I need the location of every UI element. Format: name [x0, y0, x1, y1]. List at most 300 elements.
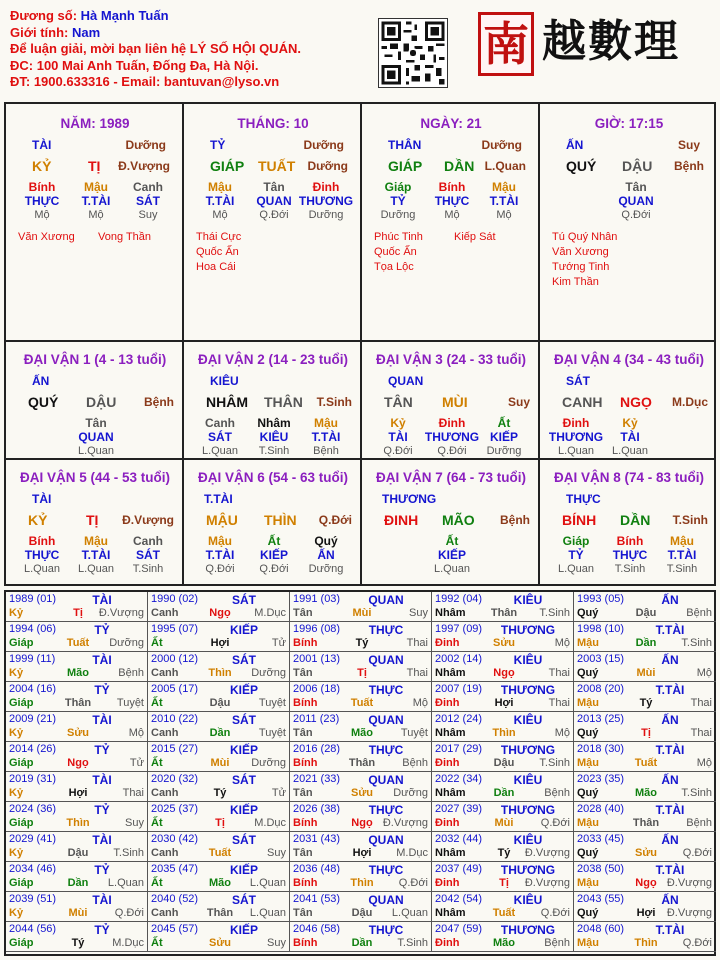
year-cell: [6, 712, 148, 742]
red-seal-icon: 南: [478, 12, 534, 76]
year-phase: Đ.Vượng: [666, 907, 712, 919]
year-can: Canh: [151, 907, 179, 919]
hidden-stem: Bính: [28, 180, 56, 194]
hidden-god: SÁT: [136, 548, 160, 562]
dai-van-chi: DẬU: [86, 394, 117, 410]
year-chi: Tý: [213, 787, 227, 799]
hidden-stage: T.Sinh: [614, 563, 646, 575]
dai-van-chi: MÙI: [442, 394, 468, 410]
year-god: TÀI: [92, 773, 112, 787]
dai-van-title: ĐẠI VẬN 8 (74 - 83 tuổi): [553, 470, 705, 485]
year-can: Ất: [151, 637, 163, 649]
year-label: 2008 (20): [577, 683, 625, 695]
year-god: THƯƠNG: [500, 743, 556, 757]
year-label: 2012 (24): [435, 713, 483, 725]
year-cell: [290, 622, 432, 652]
star-label: Vong Thần: [98, 231, 152, 243]
year-label: 2021 (33): [293, 773, 341, 785]
hidden-stem: Bính: [616, 534, 644, 548]
year-label: 2024 (36): [9, 803, 57, 815]
pillar-phase: L.Quan: [484, 159, 526, 173]
year-can: Đinh: [435, 757, 460, 769]
year-label: 2018 (30): [577, 743, 625, 755]
year-label: 2034 (46): [9, 863, 57, 875]
dai-van-phase: Q.Đới: [318, 513, 352, 527]
hidden-stem: Ất: [445, 534, 459, 548]
year-phase: Dưỡng: [251, 757, 286, 769]
hidden-stage: L.Quan: [611, 445, 649, 457]
year-label: 2026 (38): [293, 803, 341, 815]
pillar-title: NĂM: 1989: [60, 116, 130, 131]
year-phase: Thai: [122, 787, 144, 799]
year-god: QUAN: [368, 893, 404, 907]
year-chi: Dần: [209, 727, 231, 739]
year-phase: Thai: [406, 637, 428, 649]
year-cell: [290, 802, 432, 832]
year-can: Nhâm: [435, 847, 466, 859]
hidden-stem: Kỷ: [390, 416, 406, 430]
year-god: T.TÀI: [655, 683, 685, 697]
year-label: 2011 (23): [293, 713, 340, 725]
dai-van-god: T.TÀI: [204, 492, 233, 506]
year-god: TỶ: [94, 803, 110, 817]
year-label: 2005 (17): [151, 683, 199, 695]
dai-van-can: QUÝ: [28, 394, 59, 410]
year-label: 2044 (56): [9, 923, 57, 935]
year-god: TỶ: [94, 743, 110, 757]
hidden-stem: Mậu: [314, 416, 338, 430]
year-god: THƯƠNG: [500, 923, 556, 937]
year-label: 1989 (01): [9, 593, 57, 605]
year-can: Ất: [151, 877, 163, 889]
year-cell: [6, 772, 148, 802]
address-line: ĐC: 100 Mai Anh Tuấn, Đống Đa, Hà Nội.: [10, 57, 259, 73]
hidden-god: THỰC: [24, 194, 60, 208]
year-god: SÁT: [232, 893, 256, 907]
year-phase: Dưỡng: [251, 667, 286, 679]
year-phase: Đ.Vượng: [524, 877, 570, 889]
year-can: Quý: [577, 727, 599, 739]
year-label: 2042 (54): [435, 893, 483, 905]
pillar-chi: TUẤT: [258, 158, 296, 174]
pillar-title: THÁNG: 10: [237, 116, 309, 131]
dai-van-chi: THÂN: [264, 394, 303, 410]
year-phase: Q.Đới: [540, 817, 570, 829]
year-can: Ất: [151, 697, 163, 709]
year-cell: [574, 622, 716, 652]
year-cell: [6, 592, 148, 622]
dai-van-chi: DẦN: [620, 512, 651, 528]
year-label: 1999 (11): [9, 653, 56, 665]
hidden-god: ẤN: [317, 548, 335, 562]
year-chi: Mùi: [636, 667, 656, 679]
year-can: Kỷ: [9, 847, 24, 859]
year-phase: Bệnh: [544, 937, 570, 949]
year-can: Tân: [293, 907, 313, 919]
year-cell: [148, 862, 290, 892]
year-god: TÀI: [92, 833, 112, 847]
year-chi: Mão: [635, 787, 657, 799]
year-phase: Bệnh: [544, 787, 570, 799]
pillar-god: TỶ: [210, 138, 226, 152]
year-label: 2030 (42): [151, 833, 199, 845]
year-cell: [148, 712, 290, 742]
year-cell: [148, 592, 290, 622]
year-phase: Tuyệt: [400, 727, 428, 739]
pillar-can: QUÝ: [566, 158, 597, 174]
year-cell: [6, 832, 148, 862]
dai-van-phase: M.Dục: [672, 395, 708, 409]
year-chi: Ngọ: [209, 607, 231, 619]
year-god: QUAN: [368, 593, 404, 607]
year-phase: L.Quan: [107, 877, 144, 889]
dai-van-can: CANH: [562, 394, 603, 410]
year-god: TỶ: [94, 623, 110, 637]
year-label: 2036 (48): [293, 863, 341, 875]
year-label: 1996 (08): [293, 623, 341, 635]
year-god: THƯƠNG: [500, 863, 556, 877]
year-god: ẤN: [661, 833, 679, 847]
year-cell: [574, 862, 716, 892]
year-can: Đinh: [435, 817, 460, 829]
hidden-god: T.TÀI: [489, 194, 519, 208]
year-label: 2002 (14): [435, 653, 483, 665]
dai-van-can: TÂN: [384, 394, 413, 410]
year-label: 2004 (16): [9, 683, 57, 695]
dai-van-chi: NGỌ: [620, 394, 652, 410]
dai-van-chi: THÌN: [264, 512, 297, 528]
year-god: TỶ: [94, 923, 110, 937]
year-can: Kỷ: [9, 727, 24, 739]
year-cell: [432, 892, 574, 922]
year-cell: [148, 622, 290, 652]
year-god: THỰC: [368, 623, 404, 637]
year-cell: [574, 802, 716, 832]
pillar-can: GIÁP: [210, 158, 245, 174]
pillar-stage: Suy: [677, 138, 700, 152]
hidden-stem: Tân: [625, 180, 647, 194]
hidden-stem: Bính: [438, 180, 466, 194]
year-god: THỰC: [368, 803, 404, 817]
year-label: 1991 (03): [293, 593, 341, 605]
year-god: ẤN: [661, 773, 679, 787]
year-can: Tân: [293, 727, 313, 739]
dai-van-title: ĐẠI VẬN 4 (34 - 43 tuổi): [553, 352, 705, 367]
brand-calligraphy: 越數理: [542, 16, 680, 67]
year-god: KIÊU: [513, 713, 543, 727]
pillar-god: ẤN: [566, 138, 584, 152]
year-god: SÁT: [232, 773, 256, 787]
year-chi: Thân: [348, 757, 376, 769]
year-cell: [6, 892, 148, 922]
year-chi: Hợi: [68, 787, 88, 799]
year-label: 2014 (26): [9, 743, 57, 755]
year-can: Bính: [293, 817, 318, 829]
year-phase: L.Quan: [249, 907, 286, 919]
year-can: Canh: [151, 607, 179, 619]
year-label: 2025 (37): [151, 803, 199, 815]
hidden-god: SÁT: [136, 194, 160, 208]
year-god: KIÊU: [513, 593, 543, 607]
year-god: KIẾP: [229, 743, 258, 757]
dai-van-god: SÁT: [566, 374, 590, 388]
year-cell: [574, 712, 716, 742]
hidden-stage: Suy: [138, 209, 158, 221]
year-label: 2020 (32): [151, 773, 199, 785]
hidden-god: KIẾP: [489, 430, 518, 444]
year-phase: Dưỡng: [393, 787, 428, 799]
hidden-stem: Ất: [267, 534, 281, 548]
dai-van-title: ĐẠI VẬN 1 (4 - 13 tuổi): [23, 352, 167, 367]
hidden-stage: Mộ: [496, 209, 512, 221]
year-cell: [574, 892, 716, 922]
year-cell: [432, 802, 574, 832]
year-god: ẤN: [661, 653, 679, 667]
year-cell: [290, 712, 432, 742]
star-label: Văn Xương: [18, 231, 75, 243]
year-chi: Thìn: [350, 877, 374, 889]
hidden-stem: Giáp: [384, 180, 412, 194]
year-label: 1992 (04): [435, 593, 483, 605]
star-label: Quốc Ấn: [196, 246, 239, 258]
year-can: Mậu: [577, 757, 599, 769]
dai-van-can: ĐINH: [384, 512, 419, 528]
year-chi: Dậu: [635, 607, 657, 619]
year-phase: Q.Đới: [682, 847, 712, 859]
hidden-stage: Dưỡng: [486, 445, 522, 457]
year-phase: Tuyệt: [116, 697, 144, 709]
hidden-stem: Đinh: [312, 180, 340, 194]
dai-van-4: [540, 342, 718, 462]
sex-label: Giới tính:: [10, 24, 69, 40]
year-can: Canh: [151, 847, 179, 859]
year-label: 2015 (27): [151, 743, 199, 755]
year-god: KIÊU: [513, 653, 543, 667]
year-can: Kỷ: [9, 607, 24, 619]
year-chi: Thân: [632, 817, 660, 829]
hidden-stem: Mậu: [84, 180, 108, 194]
year-cell: [574, 652, 716, 682]
pillar-phase: Bệnh: [674, 159, 704, 173]
year-chi: Thìn: [492, 727, 516, 739]
dai-van-god: KIÊU: [210, 374, 239, 388]
year-god: QUAN: [368, 653, 404, 667]
year-god: THƯƠNG: [500, 623, 556, 637]
year-cell: [290, 682, 432, 712]
year-label: 2041 (53): [293, 893, 341, 905]
year-phase: Thai: [690, 697, 712, 709]
dai-van-can: KỶ: [28, 512, 48, 528]
year-label: 2016 (28): [293, 743, 341, 755]
year-chi: Thìn: [208, 667, 232, 679]
dai-van-can: NHÂM: [206, 394, 248, 410]
hidden-god: THỰC: [612, 548, 648, 562]
year-label: 2009 (21): [9, 713, 57, 725]
year-phase: Suy: [125, 817, 144, 829]
year-label: 1998 (10): [577, 623, 625, 635]
year-label: 2000 (12): [151, 653, 199, 665]
year-can: Mậu: [577, 697, 599, 709]
year-phase: Tuyệt: [258, 727, 286, 739]
year-chi: Mão: [67, 667, 89, 679]
year-phase: Tuyệt: [258, 697, 286, 709]
year-chi: Thìn: [66, 817, 90, 829]
year-phase: Đ.Vượng: [382, 817, 428, 829]
hidden-stem: Ất: [497, 416, 511, 430]
year-god: TÀI: [92, 713, 112, 727]
year-chi: Tý: [497, 847, 511, 859]
year-chi: Dậu: [209, 697, 231, 709]
year-chi: Mùi: [352, 607, 372, 619]
hidden-stem: Đinh: [562, 416, 590, 430]
hidden-god: SÁT: [208, 430, 232, 444]
year-chi: Tuất: [208, 847, 232, 859]
year-chi: Sửu: [66, 727, 90, 739]
hidden-stem: Quý: [314, 534, 338, 548]
year-chi: Tý: [71, 937, 85, 949]
year-label: 2043 (55): [577, 893, 625, 905]
year-god: T.TÀI: [655, 803, 685, 817]
year-label: 2046 (58): [293, 923, 341, 935]
year-cell: [6, 652, 148, 682]
hidden-stem: Mậu: [492, 180, 516, 194]
year-chi: Dậu: [351, 907, 373, 919]
hidden-stage: Mộ: [34, 209, 50, 221]
hidden-god: T.TÀI: [205, 548, 235, 562]
year-god: KIẾP: [229, 803, 258, 817]
year-can: Mậu: [577, 937, 599, 949]
year-cell: [290, 832, 432, 862]
year-can: Ất: [151, 937, 163, 949]
year-can: Tân: [293, 667, 313, 679]
year-god: KIẾP: [229, 623, 258, 637]
year-chi: Mão: [209, 877, 231, 889]
pillar-title: NGÀY: 21: [420, 116, 482, 131]
year-god: KIẾP: [229, 683, 258, 697]
hidden-stage: L.Quan: [77, 445, 115, 457]
name-label: Đương số:: [10, 8, 78, 23]
year-can: Mậu: [577, 877, 599, 889]
yearly-luck-table: [4, 590, 716, 956]
qr-code-icon: [378, 18, 448, 88]
contact-line: Để luận giải, mời bạn liên hệ LÝ SỐ HỘI QUÁN.: [10, 41, 301, 56]
year-chi: Tị: [641, 727, 651, 739]
year-god: ẤN: [661, 713, 679, 727]
hidden-god: TỶ: [568, 548, 584, 562]
chart-grid: [4, 102, 716, 586]
year-can: Giáp: [9, 637, 34, 649]
year-label: 2023 (35): [577, 773, 625, 785]
star-label: Tọa Lộc: [374, 261, 414, 273]
pillar-3: [540, 104, 718, 342]
year-phase: Tử: [271, 637, 286, 649]
year-phase: T.Sinh: [539, 607, 570, 619]
year-cell: [574, 922, 716, 952]
year-label: 2027 (39): [435, 803, 483, 815]
star-label: Kim Thần: [552, 276, 599, 288]
year-phase: T.Sinh: [113, 847, 144, 859]
year-can: Bính: [293, 877, 318, 889]
year-chi: Hợi: [210, 637, 230, 649]
year-god: THỰC: [368, 683, 404, 697]
dai-van-phase: Bệnh: [500, 513, 530, 527]
year-cell: [432, 592, 574, 622]
dai-van-1: [6, 342, 184, 462]
year-can: Bính: [293, 937, 318, 949]
pillar-phase: Đ.Vượng: [118, 159, 170, 173]
year-god: THỰC: [368, 743, 404, 757]
hidden-god: QUAN: [78, 430, 114, 444]
year-chi: Ngọ: [351, 817, 373, 829]
hidden-god: QUAN: [256, 194, 292, 208]
year-label: 2038 (50): [577, 863, 625, 875]
year-phase: Mộ: [128, 727, 144, 739]
hidden-stage: Mộ: [88, 209, 104, 221]
hidden-stage: Mộ: [212, 209, 228, 221]
year-god: TÀI: [92, 593, 112, 607]
year-cell: [432, 652, 574, 682]
year-label: 1995 (07): [151, 623, 199, 635]
year-label: 2047 (59): [435, 923, 483, 935]
year-phase: Q.Đới: [114, 907, 144, 919]
hidden-god: T.TÀI: [205, 194, 235, 208]
dai-van-6: [184, 460, 362, 580]
hidden-stage: Q.Đới: [259, 209, 289, 221]
year-chi: Dần: [635, 637, 657, 649]
hidden-stage: Dưỡng: [380, 209, 416, 221]
dai-van-title: ĐẠI VẬN 5 (44 - 53 tuổi): [19, 470, 171, 485]
year-label: 2019 (31): [9, 773, 57, 785]
hidden-god: THƯƠNG: [424, 430, 480, 444]
year-phase: Bệnh: [686, 817, 712, 829]
year-cell: [148, 652, 290, 682]
year-cell: [432, 712, 574, 742]
year-cell: [432, 922, 574, 952]
year-cell: [148, 832, 290, 862]
hidden-god: KIẾP: [437, 548, 466, 562]
dai-van-can: BÍNH: [562, 512, 597, 528]
year-phase: Dưỡng: [109, 637, 144, 649]
year-cell: [290, 742, 432, 772]
year-phase: Tử: [129, 757, 144, 769]
dai-van-god: THƯƠNG: [382, 492, 437, 506]
hidden-stage: L.Quan: [77, 563, 115, 575]
year-cell: [432, 742, 574, 772]
year-label: 2022 (34): [435, 773, 483, 785]
pillar-0: [6, 104, 184, 342]
year-can: Quý: [577, 667, 599, 679]
year-can: Ất: [151, 757, 163, 769]
year-label: 2001 (13): [293, 653, 341, 665]
year-chi: Ngọ: [635, 877, 657, 889]
year-chi: Tị: [357, 667, 367, 679]
year-cell: [432, 862, 574, 892]
sex-value: Nam: [71, 24, 101, 40]
year-phase: Đ.Vượng: [98, 607, 144, 619]
year-chi: Tuất: [66, 637, 90, 649]
hidden-stem: Đinh: [438, 416, 466, 430]
hidden-god: KIẾP: [259, 548, 288, 562]
year-can: Tân: [293, 787, 313, 799]
year-cell: [432, 832, 574, 862]
year-can: Canh: [151, 787, 179, 799]
hidden-stage: Q.Đới: [437, 445, 467, 457]
hidden-god: KIÊU: [259, 430, 289, 444]
year-chi: Tý: [355, 637, 369, 649]
year-phase: T.Sinh: [681, 637, 712, 649]
hidden-god: QUAN: [618, 194, 654, 208]
year-cell: [290, 592, 432, 622]
